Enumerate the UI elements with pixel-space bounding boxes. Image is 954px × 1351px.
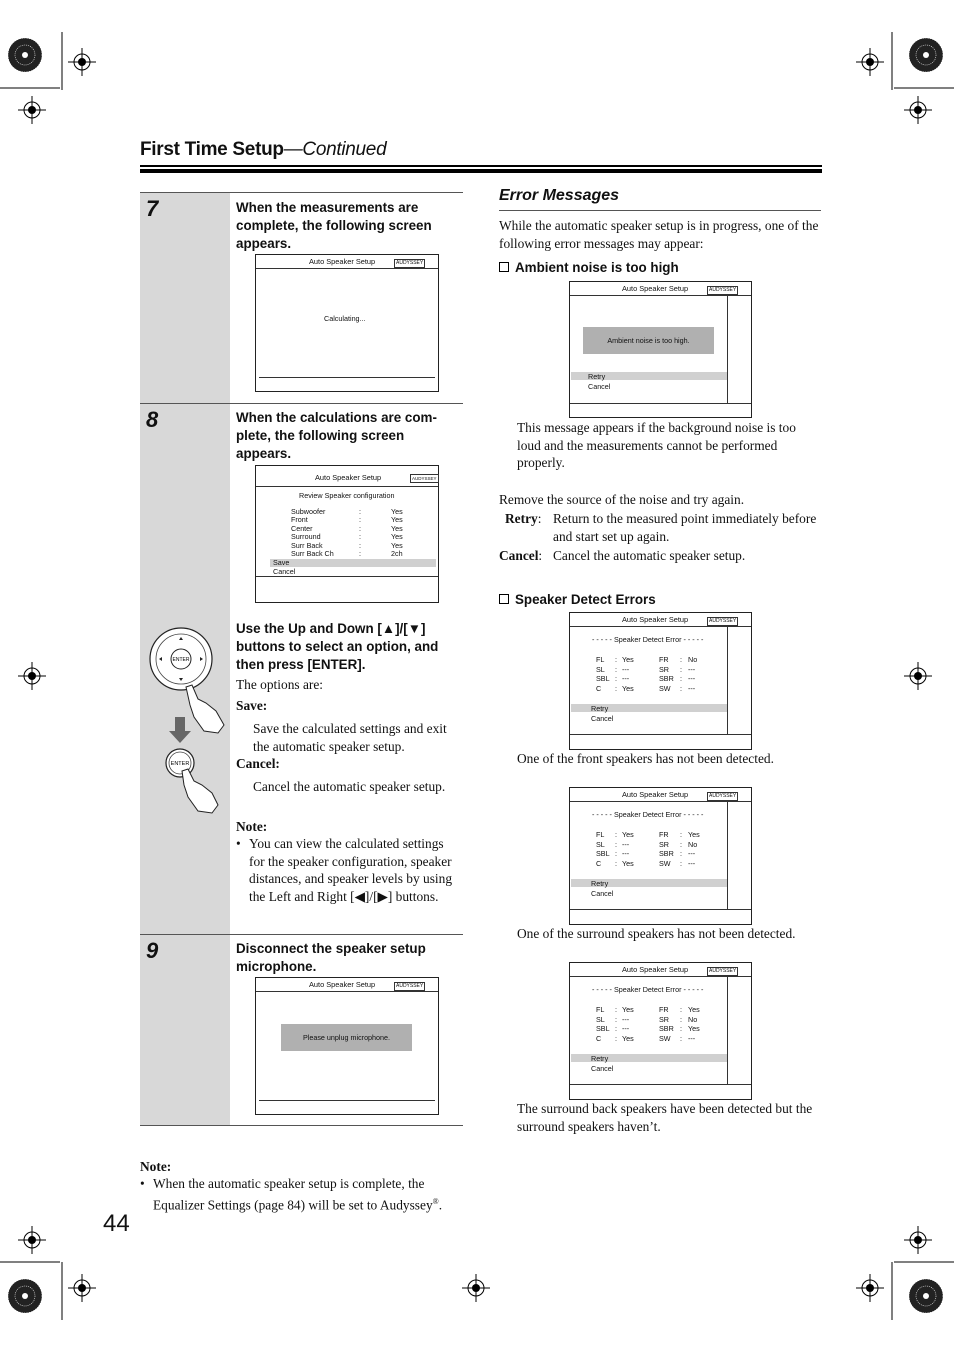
left-speaker-value: Yes: [622, 683, 634, 693]
right-speaker-name: FR: [659, 655, 669, 664]
right-speaker-colon: :: [680, 1024, 682, 1034]
cancel-def-term: Cancel:: [499, 548, 543, 563]
left-speaker-colon: :: [615, 655, 617, 664]
screen-divider: [259, 1100, 435, 1101]
step8-note-text: You can view the calculated settings for the speaker configuration, speaker distances, and speaker levels by using the Left and Right [◀]/[▶] buttons.: [249, 836, 453, 904]
left-speaker-name: SL: [596, 664, 605, 674]
left-speaker-colon: :: [615, 839, 617, 849]
left-speaker-colon: :: [615, 683, 617, 693]
screen-divider: [256, 576, 438, 577]
left-speaker-colon: :: [615, 664, 617, 674]
bottom-note-end: .: [438, 1196, 443, 1212]
retry-term: Retry:: [505, 511, 542, 526]
page-number: 44: [103, 1210, 130, 1237]
speaker-detect-screen: [569, 787, 752, 925]
step8-number: 8: [146, 407, 159, 432]
left-speaker-value: ---: [622, 1024, 630, 1034]
cancel-description: Cancel the automatic speaker setup.: [253, 779, 446, 794]
hand-press-icon: [182, 769, 218, 813]
left-speaker-colon: :: [615, 830, 617, 839]
screen-divider: [570, 909, 751, 910]
speaker-detect-screen: [569, 962, 752, 1100]
config-row-name: Surround: [291, 532, 321, 542]
option-cancel[interactable]: Cancel: [591, 714, 614, 723]
right-speaker-value: ---: [688, 849, 696, 859]
right-speaker-name: SBR: [659, 674, 674, 684]
screen-divider: [256, 991, 438, 992]
right-speaker-colon: :: [680, 858, 682, 868]
right-speaker-name: FR: [659, 1005, 669, 1014]
screen-subtitle: - - - - - Speaker Detect Error - - - - -: [592, 635, 704, 644]
audyssey-badge: AUDYSSEY: [396, 983, 424, 989]
registered-mark: ®: [432, 1196, 439, 1206]
left-speaker-colon: :: [615, 849, 617, 859]
step9-number: 9: [146, 938, 159, 963]
screen-subtitle: Review Speaker configuration: [299, 491, 395, 500]
screen-title: Auto Speaker Setup: [622, 790, 689, 799]
left-speaker-colon: :: [615, 674, 617, 684]
right-speaker-colon: :: [680, 1005, 682, 1014]
step7-screen: [255, 254, 439, 392]
config-row-name: Center: [291, 523, 313, 533]
right-speaker-colon: :: [680, 1014, 682, 1024]
right-speaker-colon: :: [680, 683, 682, 693]
screen-title: Auto Speaker Setup: [309, 257, 376, 266]
screen-divider: [570, 734, 751, 735]
screen-divider: [570, 1084, 751, 1085]
config-row-value: 2ch: [391, 549, 403, 558]
right-speaker-colon: :: [680, 830, 682, 839]
bottom-note-bullet: •: [140, 1176, 145, 1191]
speaker-detect-heading: [499, 592, 656, 607]
left-speaker-name: SBL: [596, 849, 610, 859]
remove-noise-text: Remove the source of the noise and try again.: [499, 492, 745, 507]
header-continued: —Continued: [283, 139, 387, 160]
step9-top-rule: [140, 934, 463, 935]
left-speaker-colon: :: [615, 1005, 617, 1014]
hand-icon: [186, 685, 224, 733]
left-speaker-value: ---: [622, 839, 630, 849]
config-row-colon: :: [359, 540, 361, 550]
dpad-enter-label: ENTER: [172, 657, 190, 663]
screen-divider: [256, 268, 438, 269]
screen-right-divider: [727, 626, 728, 734]
ambient-heading-text: Ambient noise is too high: [515, 260, 679, 275]
config-row-name: Surr Back Ch: [291, 549, 334, 558]
step8-top-rule: [140, 403, 463, 404]
right-speaker-value: ---: [688, 858, 696, 868]
right-speaker-name: SR: [659, 839, 669, 849]
ambient-heading: [499, 260, 679, 275]
speaker-detect-screen: [569, 612, 752, 750]
right-speaker-value: ---: [688, 683, 696, 693]
screen-divider: [570, 403, 751, 404]
config-row-colon: :: [359, 532, 361, 542]
right-speaker-value: ---: [688, 674, 696, 684]
audyssey-badge: AUDYSSEY: [396, 260, 424, 266]
step8-note-bullet: •: [236, 836, 241, 851]
config-row-name: Subwoofer: [291, 507, 326, 516]
right-speaker-value: No: [688, 839, 698, 849]
save-description: Save the calculated settings and exit the automatic speaker setup.: [253, 721, 447, 754]
screen-divider: [570, 626, 751, 627]
step7-number: 7: [146, 196, 159, 221]
config-row-colon: :: [359, 549, 361, 558]
step8-note-label: Note:: [236, 819, 268, 834]
config-row-name: Front: [291, 515, 308, 525]
options-intro: The options are:: [236, 677, 324, 692]
left-speaker-colon: :: [615, 1014, 617, 1024]
right-speaker-name: SW: [659, 858, 671, 868]
option-cancel[interactable]: Cancel: [588, 382, 611, 391]
right-speaker-value: No: [688, 1014, 698, 1024]
step7-instruction: When the measurements are complete, the following screen appears.: [236, 200, 432, 251]
left-speaker-value: ---: [622, 1014, 630, 1024]
ambient-noise-screen: [569, 281, 752, 418]
config-row-name: Surr Back: [291, 540, 323, 550]
option-retry[interactable]: Retry: [591, 1054, 609, 1063]
screen-message: Calculating...: [324, 314, 366, 323]
screen-title: Auto Speaker Setup: [622, 965, 689, 974]
left-speaker-value: Yes: [622, 830, 634, 839]
audyssey-badge: AUDYSSEY: [709, 618, 737, 624]
steps-bottom-rule: [140, 1125, 463, 1126]
option-retry[interactable]: Retry: [591, 879, 609, 888]
option-cancel[interactable]: Cancel: [273, 567, 296, 576]
right-speaker-colon: :: [680, 655, 682, 664]
down-step-arrow-icon: [169, 717, 191, 743]
retry-description: Return to the measured point immediately before and start set up again.: [553, 511, 817, 544]
left-speaker-name: C: [596, 683, 602, 693]
step9-screen: [255, 977, 439, 1115]
right-speaker-value: No: [688, 655, 698, 664]
error-heading-rule: [499, 210, 821, 211]
left-speaker-value: Yes: [622, 1005, 634, 1014]
right-speaker-name: SW: [659, 683, 671, 693]
screen-subtitle: - - - - - Speaker Detect Error - - - - -: [592, 810, 704, 819]
config-row-colon: :: [359, 515, 361, 525]
option-retry[interactable]: Retry: [588, 372, 606, 381]
right-speaker-name: SBR: [659, 1024, 674, 1034]
right-speaker-colon: :: [680, 849, 682, 859]
option-save[interactable]: Save: [273, 558, 290, 567]
right-speaker-colon: :: [680, 664, 682, 674]
left-speaker-value: ---: [622, 674, 630, 684]
left-speaker-name: FL: [596, 655, 605, 664]
screen-right-divider: [727, 976, 728, 1084]
option-cancel[interactable]: Cancel: [591, 1064, 614, 1073]
left-speaker-name: SBL: [596, 674, 610, 684]
right-speaker-name: SR: [659, 1014, 669, 1024]
left-speaker-value: ---: [622, 849, 630, 859]
left-speaker-colon: :: [615, 1033, 617, 1043]
ambient-message-box: Ambient noise is too high.: [583, 327, 714, 354]
screen-subtitle: - - - - - Speaker Detect Error - - - - -: [592, 985, 704, 994]
screen-divider: [256, 486, 438, 487]
ambient-caption: This message appears if the background noise is too loud and the measurements cannot be performed properly.: [517, 420, 796, 470]
left-speaker-value: Yes: [622, 655, 634, 664]
screen-divider: [570, 801, 751, 802]
left-speaker-name: C: [596, 858, 602, 868]
step9-instruction: Disconnect the speaker setup microphone.: [236, 941, 426, 974]
right-speaker-value: ---: [688, 664, 696, 674]
right-speaker-value: Yes: [688, 830, 700, 839]
screen-right-divider: [727, 295, 728, 403]
left-speaker-name: SBL: [596, 1024, 610, 1034]
header-title-text: First Time Setup: [140, 139, 284, 160]
use-buttons-instruction: Use the Up and Down [▲]/[▼] buttons to select an option, and then press [ENTER].: [236, 621, 439, 672]
left-speaker-value: ---: [622, 664, 630, 674]
config-row-colon: :: [359, 523, 361, 533]
option-cancel[interactable]: Cancel: [591, 889, 614, 898]
step7-top-rule: [140, 192, 463, 193]
left-speaker-value: Yes: [622, 858, 634, 868]
screen-title: Auto Speaker Setup: [315, 473, 382, 482]
step8-instruction: When the calculations are com-plete, the following screen appears.: [236, 410, 437, 461]
enter-button-label: ENTER: [170, 761, 190, 767]
speaker-detect-caption: One of the surround speakers has not been detected.: [517, 926, 796, 941]
left-speaker-name: FL: [596, 1005, 605, 1014]
step8-screen: [255, 465, 439, 603]
config-row-value: Yes: [391, 532, 403, 542]
option-retry[interactable]: Retry: [591, 704, 609, 713]
screen-title: Auto Speaker Setup: [309, 980, 376, 989]
right-speaker-name: SBR: [659, 849, 674, 859]
right-speaker-name: SR: [659, 664, 669, 674]
right-speaker-colon: :: [680, 839, 682, 849]
right-speaker-colon: :: [680, 1033, 682, 1043]
config-row-value: Yes: [391, 523, 403, 533]
speaker-detect-caption: One of the front speakers has not been detected.: [517, 751, 774, 766]
checkbox-icon: [499, 594, 509, 604]
checkbox-icon: [499, 262, 509, 272]
screen-divider: [570, 295, 751, 296]
remote-control-illustration: [148, 625, 232, 815]
left-speaker-name: SL: [596, 1014, 605, 1024]
screen-right-divider: [727, 801, 728, 909]
audyssey-badge: AUDYSSEY: [709, 287, 737, 293]
config-row-value: Yes: [391, 507, 403, 516]
retry-term-label: Retry: [505, 511, 538, 526]
cancel-term-label: Cancel: [499, 548, 539, 563]
error-messages-heading: Error Messages: [499, 187, 620, 204]
unplug-message-box: Please unplug microphone.: [281, 1024, 412, 1051]
left-speaker-colon: :: [615, 858, 617, 868]
right-speaker-colon: :: [680, 674, 682, 684]
config-row-colon: :: [359, 507, 361, 516]
right-speaker-value: ---: [688, 1033, 696, 1043]
selected-option-bar: [270, 559, 436, 567]
bottom-note-body: When the automatic speaker setup is complete, the Equalizer Settings (page 84) will be set to Audyssey: [153, 1176, 433, 1212]
left-speaker-name: SL: [596, 839, 605, 849]
screen-title: Auto Speaker Setup: [622, 615, 689, 624]
bottom-note-label: Note:: [140, 1159, 172, 1174]
speaker-detect-heading-text: Speaker Detect Errors: [515, 592, 656, 607]
save-term: Save:: [236, 698, 268, 713]
screen-title: Auto Speaker Setup: [622, 284, 689, 293]
config-row-value: Yes: [391, 540, 403, 550]
left-speaker-value: Yes: [622, 1033, 634, 1043]
config-row-value: Yes: [391, 515, 403, 525]
right-speaker-name: SW: [659, 1033, 671, 1043]
cancel-def-description: Cancel the automatic speaker setup.: [553, 548, 746, 563]
header-rule-thick: [140, 169, 822, 173]
bottom-note-text: [153, 1175, 468, 1213]
audyssey-badge: AUDYSSEY: [709, 793, 737, 799]
header-rule: [140, 165, 822, 167]
left-speaker-name: C: [596, 1033, 602, 1043]
audyssey-badge: AUDYSSEY: [709, 968, 737, 974]
cancel-term: Cancel:: [236, 756, 280, 771]
left-speaker-colon: :: [615, 1024, 617, 1034]
right-speaker-value: Yes: [688, 1024, 700, 1034]
screen-divider: [570, 976, 751, 977]
left-speaker-name: FL: [596, 830, 605, 839]
audyssey-badge: AUDYSSEY: [412, 476, 437, 481]
right-speaker-name: FR: [659, 830, 669, 839]
screen-divider: [259, 377, 435, 378]
page-header-title: [140, 139, 386, 161]
right-speaker-value: Yes: [688, 1005, 700, 1014]
error-intro: While the automatic speaker setup is in progress, one of the following error messages may appear:: [499, 218, 819, 251]
speaker-detect-caption: The surround back speakers have been detected but the surround speakers haven’t.: [517, 1101, 813, 1134]
